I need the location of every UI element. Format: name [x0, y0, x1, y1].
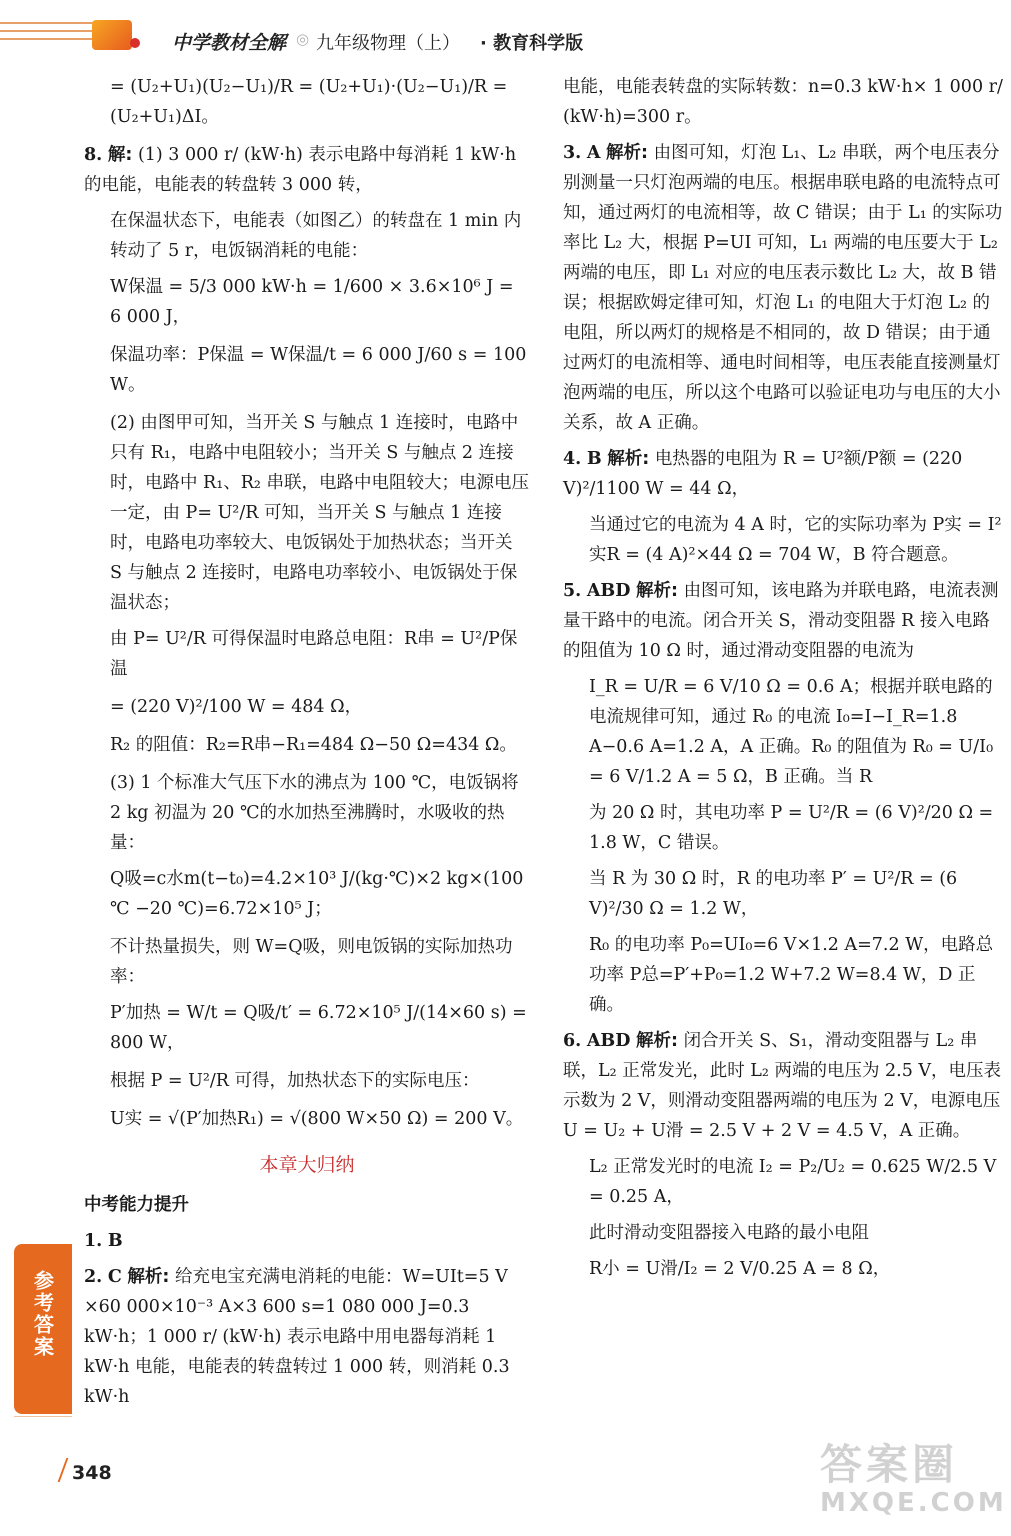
equation-line: 为 20 Ω 时，其电功率 P = U²/R = (6 V)²/20 Ω = 1.8 W，C 错误。 — [589, 803, 994, 853]
answer-choice: C — [107, 1267, 122, 1287]
equation-line: 由 P= U²/R 可得保温时电路总电阻：R串 = U²/P保温 — [110, 629, 518, 679]
answer-choice: B — [586, 449, 602, 469]
right-column — [563, 72, 1003, 1290]
equation-line: I_R = U/R = 6 V/10 Ω = 0.6 A；根据并联电路的电流规律可知，通过 R₀ 的电流 I₀=I−I_R=1.8 A−0.6 A=1.2 A，A 正确。R₀ 的阻值为 R₀ = U/I₀ = 6 V/1.2 A = 5 Ω，B 正确。当 R — [589, 677, 994, 787]
answer-choice: ABD — [586, 1031, 631, 1051]
answer-text: 由图可知，该电路为并联电路，电流表测量干路中的电流。闭合开关 S，滑动变阻器 R 接入电路的阻值为 10 Ω 时，通过滑动变阻器的电流为 — [563, 581, 999, 661]
watermark-line1: 答案圈 — [820, 1440, 959, 1489]
equation-line: L₂ 正常发光时的电流 I₂ = P₂/U₂ = 0.625 W/2.5 V = 0.25 A， — [589, 1157, 997, 1207]
answer-text: 在保温状态下，电能表（如图乙）的转盘在 1 min 内转动了 5 r，电饭锅消耗的电能： — [110, 211, 522, 261]
answer-choice: B — [107, 1231, 123, 1251]
answer-text: 闭合开关 S、S₁，滑动变阻器与 L₂ 串联，L₂ 正常发光，此时 L₂ 两端的电压为 2.5 V，电压表示数为 2 V，则滑动变阻器两端的电压为 2 V，电源电压 U = U₂ + U滑 = 2.5 V + 2 V = 4.5 V，A 正确。 — [563, 1031, 1002, 1141]
answer-text: (1) 3 000 r/ (kW·h) 表示电路中每消耗 1 kW·h 的电能，电能表的转盘转 3 000 转， — [84, 145, 517, 195]
question-number: 5. — [563, 581, 582, 601]
question-number: 4. — [563, 449, 582, 469]
equation-line: = (220 V)²/100 W = 484 Ω， — [110, 697, 363, 717]
equation-line: Q吸=c水m(t−t₀)=4.2×10³ J/(kg·℃)×2 kg×(100 ℃ −20 ℃)=6.72×10⁵ J； — [110, 869, 524, 919]
equation-line: = (U₂+U₁)(U₂−U₁)/R = (U₂+U₁)·(U₂−U₁)/R = (U₂+U₁)ΔI。 — [110, 77, 508, 127]
page-header — [0, 0, 1011, 60]
reference-answer-tab — [14, 1244, 72, 1414]
answer-text: (3) 1 个标准大气压下水的沸点为 100 ℃，电饭锅将 2 kg 初温为 20 ℃的水加热至沸腾时，水吸收的热量： — [110, 773, 519, 853]
question-number: 6. — [563, 1031, 582, 1051]
subject-title: 九年级物理（上） — [316, 33, 460, 54]
answer-6 — [563, 1026, 1003, 1146]
answer-choice: ABD — [586, 581, 631, 601]
analysis-tag: 解析: — [127, 1267, 170, 1287]
question-number: 1. — [84, 1231, 103, 1251]
answer-text: 给充电宝充满电消耗的电能：W=UIt=5 V ×60 000×10⁻³ A×3 600 s=1 080 000 J=0.3 kW·h；1 000 r/ (kW·h) 表示电路中用电器每消耗 1 kW·h 电能，电能表的转盘转过 1 000 转，则消耗 0.3 kW·h — [84, 1267, 510, 1407]
analysis-tag: 解析: — [606, 143, 649, 163]
question-number: 2. — [84, 1267, 103, 1287]
brand-title: 中学教材全解 — [172, 32, 287, 54]
answer-8 — [84, 140, 530, 200]
equation-line: 保温功率：P保温 = W保温/t = 6 000 J/60 s = 100 W。 — [110, 345, 527, 395]
answer-text: 当通过它的电流为 4 A 时，它的实际功率为 P实 = I²实R = (4 A)²×44 Ω = 704 W，B 符合题意。 — [589, 515, 1002, 565]
sub-title: 中考能力提升 — [84, 1195, 189, 1215]
analysis-tag: 解析: — [607, 449, 650, 469]
book-logo-icon — [92, 14, 148, 54]
answer-text: (2) 由图甲可知，当开关 S 与触点 1 连接时，电路中只有 R₁，电路中电阻较小；当开关 S 与触点 2 连接时，电路中 R₁、R₂ 串联，电路中电阻较大；电源电压一定，由 P= U²/R 可知，当开关 S 与触点 1 连接时，电路电功率较大、电饭锅处于加热状态；当开关 S 与触点 2 连接时，电路电功率较小、电饭锅处于保温状态； — [110, 413, 530, 613]
equation-line: U实 = √(P′加热R₁) = √(800 W×50 Ω) = 200 V。 — [110, 1109, 524, 1129]
answer-5 — [563, 576, 1003, 666]
analysis-tag: 解析: — [635, 1031, 678, 1051]
equation-line: 当 R 为 30 Ω 时，R 的电功率 P′ = U²/R = (6 V)²/30 Ω = 1.2 W， — [589, 869, 958, 919]
answer-text: 由图可知，灯泡 L₁、L₂ 串联，两个电压表分别测量一只灯泡两端的电压。根据串联电路的电流特点可知，通过两灯的电流相等，故 C 错误；由于 L₁ 的实际功率比 L₂ 大，根据 P=UI 可知，L₁ 两端的电压要大于 L₂ 两端的电压，即 L₁ 对应的电压表示数比 L₂ 大，故 B 错误；根据欧姆定律可知，灯泡 L₁ 的电阻大于灯泡 L₂ 的电阻，所以两灯的规格是不相同的，故 D 错误；由于通过两灯的电流相等、通电时间相等，电压表能直接测量灯泡两端的电压，所以这个电路可以验证电功与电压的大小关系，故 A 正确。 — [563, 143, 1003, 433]
header-separator: ◎ — [296, 30, 310, 48]
left-column — [84, 72, 530, 1418]
solution-tag: 解: — [107, 145, 133, 165]
answer-text: 不计热量损失，则 W=Q吸，则电饭锅的实际加热功率： — [110, 937, 513, 987]
answer-text: R₀ 的电功率 P₀=UI₀=6 V×1.2 A=7.2 W，电路总功率 P总=P′+P₀=1.2 W+7.2 W=8.4 W，D 正确。 — [589, 935, 994, 1015]
answer-text: 此时滑动变阻器接入电路的最小电阻 — [589, 1223, 869, 1243]
answer-4 — [563, 444, 1003, 504]
watermark-line2: MXQE.COM — [820, 1488, 1007, 1518]
analysis-tag: 解析: — [635, 581, 678, 601]
question-number: 3. — [563, 143, 582, 163]
page-number-text: 348 — [72, 1462, 112, 1484]
answer-choice: A — [586, 143, 601, 163]
equation-line: R₂ 的阻值：R₂=R串−R₁=484 Ω−50 Ω=434 Ω。 — [110, 735, 517, 755]
answer-2 — [84, 1262, 530, 1412]
equation-line: W保温 = 5/3 000 kW·h = 1/600 × 3.6×10⁶ J = 6 000 J， — [110, 277, 514, 327]
edition-label: · 教育科学版 — [480, 33, 584, 54]
question-number: 8. — [84, 145, 103, 165]
answer-3 — [563, 138, 1003, 438]
page-number — [62, 1462, 112, 1484]
equation-line: R小 = U滑/I₂ = 2 V/0.25 A = 8 Ω， — [589, 1259, 891, 1279]
equation-line: P′加热 = W/t = Q吸/t′ = 6.72×10⁵ J/(14×60 s) = 800 W， — [110, 1003, 527, 1053]
equation-line: 电热器的电阻为 R = U²额/P额 = (220 V)²/1100 W = 44 Ω， — [563, 449, 963, 499]
side-tab-label: 参考答案 — [30, 1270, 55, 1358]
watermark-logo — [820, 1432, 1007, 1522]
answer-1 — [84, 1226, 530, 1256]
section-title: 本章大归纳 — [259, 1154, 355, 1176]
equation-line: 根据 P = U²/R 可得，加热状态下的实际电压： — [110, 1071, 480, 1091]
side-tab-decoration — [14, 1416, 72, 1437]
answer-text: 电能，电能表转盘的实际转数：n=0.3 kW·h× 1 000 r/ (kW·h)=300 r。 — [563, 77, 1003, 127]
